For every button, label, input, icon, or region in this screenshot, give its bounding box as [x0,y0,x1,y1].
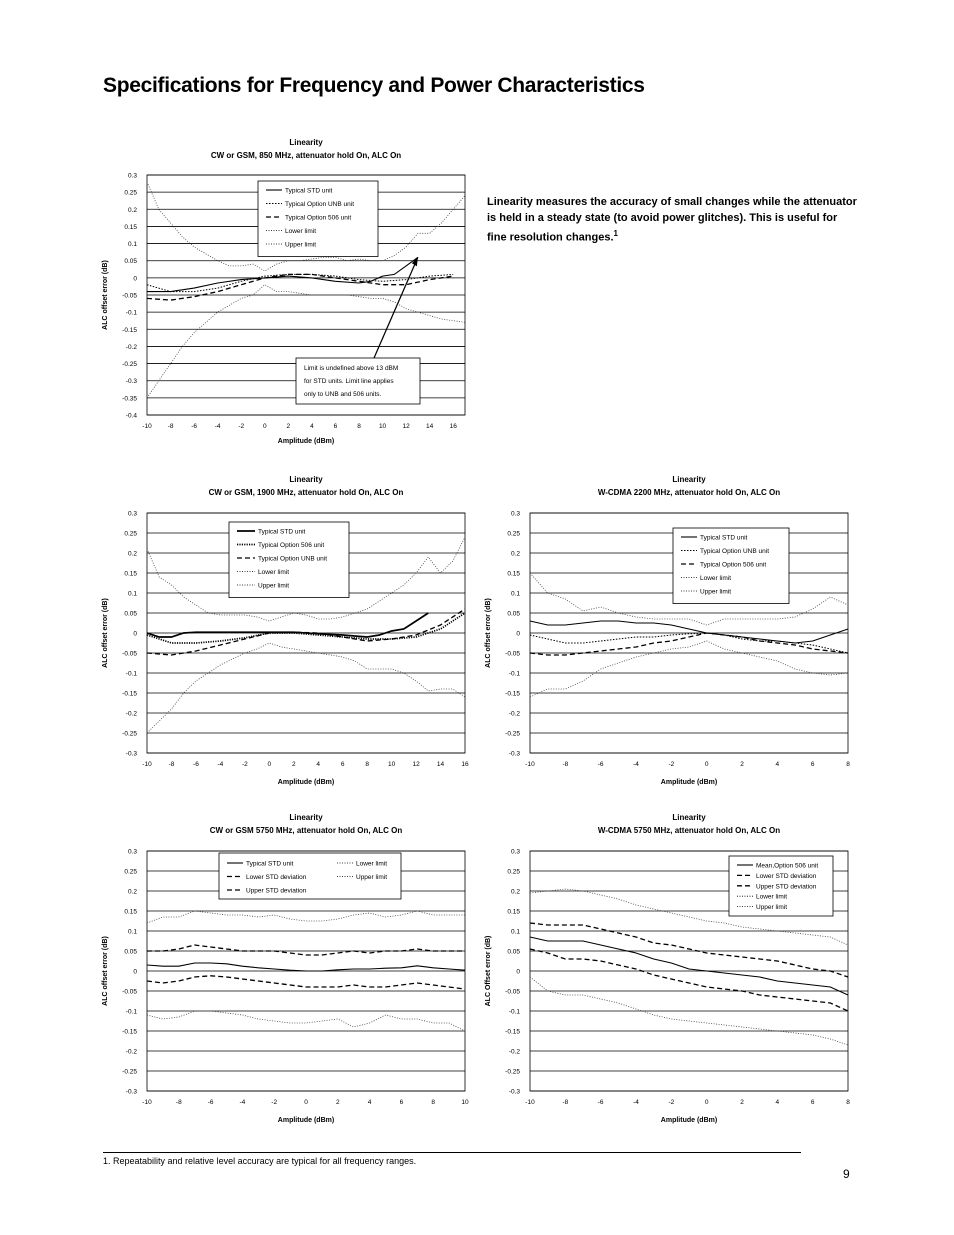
x-tick-label: 14 [426,423,434,430]
legend-label: Typical Option 506 unit [700,561,767,569]
y-tick-label: 0.3 [510,848,520,856]
x-tick-label: -2 [668,1099,675,1106]
x-tick-label: 4 [310,423,314,430]
y-tick-label: -0.2 [508,710,520,718]
y-tick-label: -0.25 [122,730,137,738]
x-tick-label: -4 [633,761,639,768]
legend-label: Upper STD deviation [246,887,307,895]
y-tick-label: 0.25 [124,530,137,538]
y-tick-label: -0.15 [122,1028,137,1036]
y-tick-label: 0.1 [510,928,520,936]
legend-label: Lower limit [356,860,388,868]
y-tick-label: -0.15 [505,690,520,698]
y-tick-label: 0.05 [507,948,520,956]
x-tick-label: -10 [142,761,152,768]
y-tick-label: -0.05 [122,292,137,300]
annotation-text: Limit is undefined above 13 dBM [304,365,399,372]
legend-label: Mean,Option 506 unit [756,862,819,870]
x-tick-label: 0 [262,423,267,430]
linearity-description [487,194,859,246]
x-tick-label: 2 [740,761,744,768]
footnote-reference: 1 [613,229,618,238]
y-tick-label: 0.1 [127,241,137,249]
y-tick-label: -0.35 [122,395,137,403]
y-tick-label: 0.25 [124,189,137,197]
y-tick-label: -0.3 [125,378,137,386]
x-tick-label: 2 [740,1099,744,1106]
x-tick-label: 4 [775,1099,780,1106]
x-tick-label: -8 [562,1099,569,1106]
legend-label: Upper STD deviation [756,883,817,891]
x-tick-label: -6 [597,761,604,768]
y-axis-label: ALC offset error (dB) [102,936,109,1006]
chart-title: Linearity [672,475,706,484]
y-tick-label: -0.2 [125,1048,137,1056]
x-tick-label: 12 [402,423,410,430]
x-tick-label: -4 [217,761,224,768]
x-tick-label: 12 [412,761,420,768]
y-tick-label: 0.1 [510,590,520,598]
x-tick-label: 0 [304,1099,308,1106]
x-tick-label: -6 [193,761,199,768]
x-axis-label: Amplitude (dBm) [277,779,335,786]
legend-label: Lower limit [258,569,290,576]
chart-title: Linearity [672,813,706,822]
x-tick-label: 10 [461,1099,469,1106]
x-tick-label: -2 [271,1099,278,1106]
x-axis-label: Amplitude (dBm) [660,779,718,786]
legend-label: Upper limit [700,588,732,596]
legend-label: Upper limit [285,241,317,249]
x-tick-label: -4 [239,1099,246,1106]
x-tick-label: 0 [267,761,272,768]
y-tick-label: -0.2 [125,343,137,351]
y-tick-label: 0.3 [127,172,137,180]
y-tick-label: 0.05 [124,610,137,618]
chart-subtitle: CW or GSM, 850 MHz, attenuator hold On, ALC On [210,151,402,160]
y-tick-label: 0.3 [510,510,520,518]
y-tick-label: -0.4 [125,412,137,420]
legend-label: Lower STD deviation [246,874,307,881]
chart-subtitle: CW or GSM, 1900 MHz, attenuator hold On, ALC On [208,488,404,497]
x-tick-label: 4 [775,761,780,768]
x-tick-label: 6 [810,1099,815,1106]
x-tick-label: 8 [365,761,369,768]
y-tick-label: 0 [133,630,137,638]
x-tick-label: -2 [668,761,675,768]
x-tick-label: -10 [525,761,535,768]
x-tick-label: -8 [175,1099,182,1106]
y-tick-label: -0.05 [505,650,520,658]
y-tick-label: 0.2 [510,550,520,558]
y-tick-label: -0.05 [505,988,520,996]
x-tick-label: 2 [291,761,296,768]
y-tick-label: -0.1 [125,670,137,678]
legend-label: Typical STD unit [285,187,333,195]
legend-label: Typical Option 506 unit [285,214,352,222]
legend-label: Typical STD unit [246,860,294,868]
y-tick-label: 0.1 [127,590,137,598]
chart-title: Linearity [289,813,323,822]
legend-label: Typical Option UNB unit [258,555,328,563]
y-axis-label: ALC offset error (dB) [485,598,492,668]
x-tick-label: 2 [286,423,291,430]
x-tick-label: 6 [399,1099,404,1106]
y-tick-label: -0.25 [505,1068,520,1076]
legend-label: Upper limit [356,874,388,881]
y-tick-label: 0.05 [124,948,137,956]
y-tick-label: 0.25 [507,868,520,876]
y-tick-label: -0.15 [122,690,137,698]
legend-label: Upper limit [258,582,290,590]
y-tick-label: 0.3 [127,848,137,856]
y-tick-label: -0.15 [505,1028,520,1036]
y-tick-label: -0.1 [508,670,520,678]
y-tick-label: 0.15 [507,570,520,578]
x-tick-label: 10 [387,761,396,768]
x-tick-label: 0 [704,1099,709,1106]
chart-subtitle: CW or GSM 5750 MHz, attenuator hold On, ALC On [209,826,403,835]
legend-label: Upper limit [756,904,788,912]
y-tick-label: -0.1 [125,309,137,317]
y-tick-label: 0.15 [124,223,137,231]
x-tick-label: 8 [357,423,361,430]
x-tick-label: 6 [333,423,338,430]
x-tick-label: -2 [241,761,248,768]
y-tick-label: 0.2 [127,206,137,214]
x-tick-label: -10 [525,1099,535,1106]
legend-label: Typical STD unit [700,534,748,542]
y-tick-label: 0.25 [507,530,520,538]
x-tick-label: 8 [846,761,850,768]
y-tick-label: 0.2 [510,888,520,896]
y-tick-label: -0.2 [508,1048,520,1056]
x-tick-label: -2 [238,423,245,430]
legend-label: Typical STD unit [258,528,306,536]
x-tick-label: 6 [340,761,345,768]
y-tick-label: 0.25 [124,868,137,876]
y-tick-label: 0 [516,630,520,638]
x-tick-label: 2 [335,1099,340,1106]
x-tick-label: 0 [704,761,709,768]
y-tick-label: 0.05 [507,610,520,618]
y-tick-label: -0.25 [122,361,137,369]
x-tick-label: 8 [431,1099,436,1106]
y-tick-label: -0.3 [508,750,520,758]
y-tick-label: -0.25 [505,730,520,738]
legend-label: Lower limit [285,228,317,235]
y-axis-label: ALC Offset error (dB) [485,935,492,1007]
x-tick-label: 4 [316,761,321,768]
x-tick-label: 8 [846,1099,850,1106]
legend-label: Typical Option UNB unit [285,201,355,208]
y-tick-label: 0.05 [124,258,137,266]
series-line-lower-std-deviation [530,949,848,1011]
y-tick-label: 0.15 [124,908,137,916]
x-tick-label: -8 [167,423,174,430]
y-tick-label: 0.15 [507,908,520,916]
y-tick-label: -0.3 [125,1088,137,1096]
x-tick-label: 4 [367,1099,372,1106]
footnote: 1. Repeatability and relative level accuracy are typical for all frequency ranges. [103,1156,417,1166]
chart-title: Linearity [289,475,323,484]
y-tick-label: -0.3 [508,1088,520,1096]
y-tick-label: -0.2 [125,710,137,718]
y-tick-label: 0 [133,275,137,283]
x-axis-label: Amplitude (dBm) [277,438,335,445]
chart-title: Linearity [289,138,323,147]
y-tick-label: -0.3 [125,750,137,758]
y-tick-label: -0.15 [122,326,137,334]
annotation-text: only to UNB and 506 units. [304,391,382,398]
x-tick-label: 16 [449,423,457,430]
x-tick-label: -8 [562,761,569,768]
x-tick-label: 14 [436,761,445,768]
x-tick-label: -10 [142,1099,152,1106]
y-tick-label: 0.15 [124,570,137,578]
x-axis-label: Amplitude (dBm) [277,1117,335,1124]
y-axis-label: ALC offset error (dB) [102,598,109,668]
description-text: Linearity measures the accuracy of small changes while the attenuator is held in a steady state (to avoid power glitches). This is useful for fine resolution changes. [487,196,857,244]
y-tick-label: -0.05 [122,650,137,658]
y-tick-label: -0.05 [122,988,137,996]
x-axis-label: Amplitude (dBm) [660,1117,718,1124]
x-tick-label: -4 [633,1099,639,1106]
y-axis-label: ALC offset error (dB) [102,260,109,330]
x-tick-label: 6 [810,761,815,768]
x-tick-label: -6 [191,423,198,430]
y-tick-label: 0 [133,968,137,976]
legend-label: Lower limit [700,575,732,582]
page-number: 9 [843,1167,850,1181]
page-title: Specifications for Frequency and Power Characteristics [103,74,645,97]
legend-label: Lower limit [756,893,788,901]
x-tick-label: -8 [168,761,175,768]
y-tick-label: 0.1 [127,928,137,936]
y-tick-label: 0.3 [127,510,137,518]
y-tick-label: -0.25 [122,1068,137,1076]
x-tick-label: 10 [378,423,387,430]
legend-label: Lower STD deviation [756,872,817,880]
x-tick-label: -6 [207,1099,214,1106]
x-tick-label: -4 [214,423,221,430]
x-tick-label: -6 [597,1099,604,1106]
legend-label: Typical Option UNB unit [700,548,770,555]
x-tick-label: -10 [142,423,152,430]
x-tick-label: 16 [461,761,469,768]
legend-label: Typical Option 506 unit [258,542,325,549]
footnote-rule [103,1152,801,1153]
y-tick-label: -0.1 [508,1008,520,1016]
annotation-text: for STD units. Limit line applies [304,378,394,385]
chart-subtitle: W-CDMA 2200 MHz, attenuator hold On, ALC On [597,488,781,497]
chart-subtitle: W-CDMA 5750 MHz, attenuator hold On, ALC On [597,826,781,835]
y-tick-label: 0.2 [127,888,137,896]
y-tick-label: 0.2 [127,550,137,558]
y-tick-label: 0 [516,968,520,976]
y-tick-label: -0.1 [125,1008,137,1016]
